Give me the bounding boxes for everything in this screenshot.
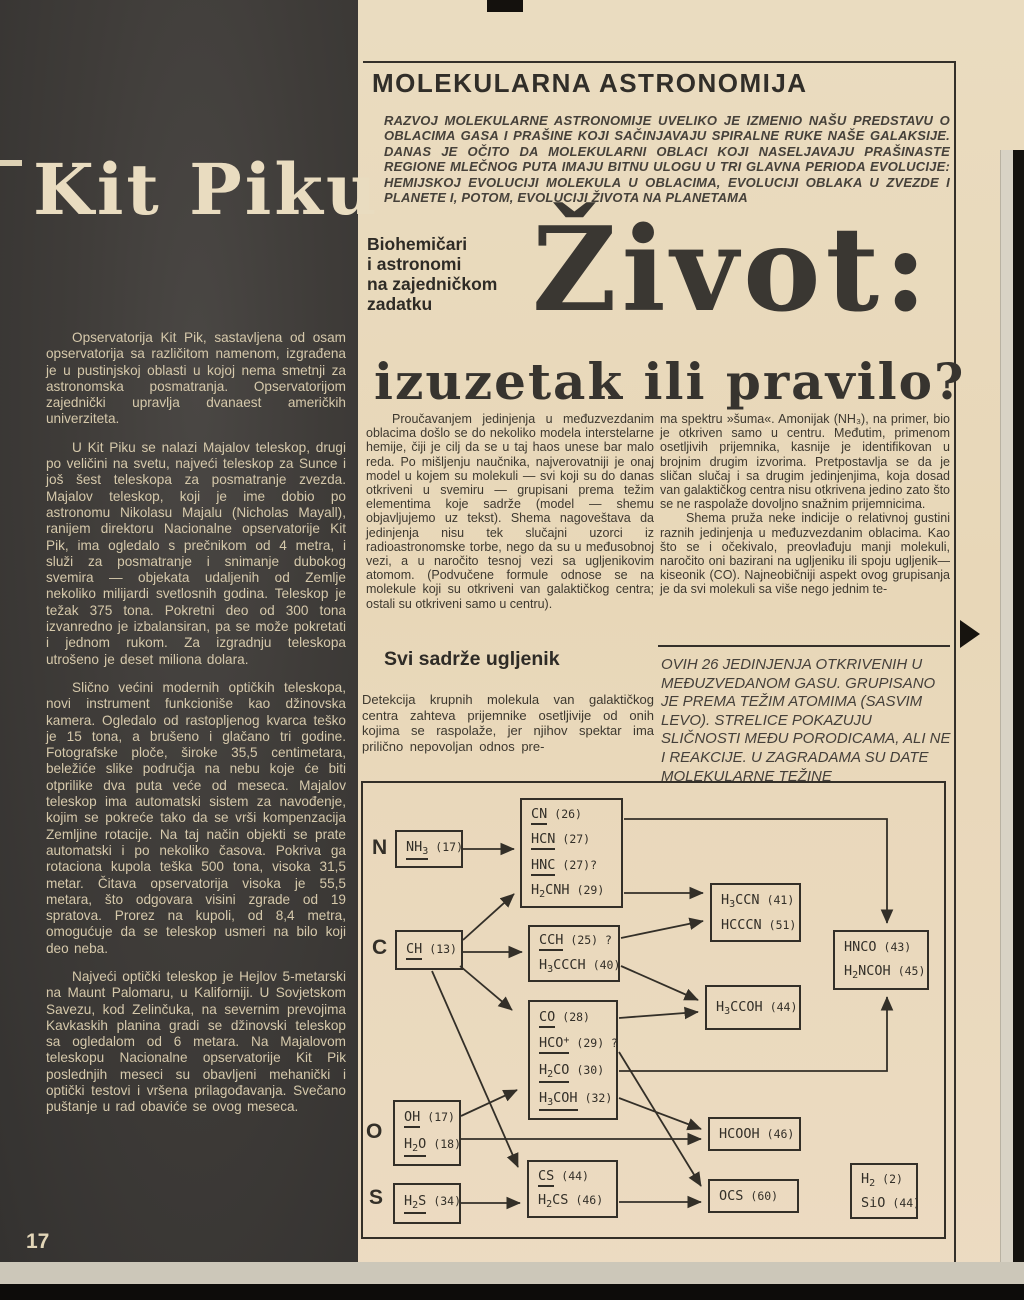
diagram-caption: OVIH 26 JEDINJENJA OTKRIVENIH U MEĐUZVEDANOM GASU. GRUPISANO JE PREMA TEŽIM ATOMIMA (SASVIM LEVO). STRELICE POKAZUJU SLIČNOSTI MEĐU PORODICAMA, ALI NE I REAKCIJE. U ZAGRADAMA SU DATE MOLEKULARNE TEŽINE xyxy=(661,656,951,785)
molecule-entry: HCOOH (46) xyxy=(719,1126,795,1142)
element-row-label-S: S xyxy=(369,1186,384,1209)
arrow-co-to-ocs xyxy=(619,1052,701,1186)
molecule-box-ocs xyxy=(708,1179,799,1213)
molecule-box-h3ccoh xyxy=(705,985,801,1030)
kicker-line: zadatku xyxy=(367,294,433,314)
article-main-title: Život: xyxy=(532,202,932,338)
molecule-entry: $H_2CNH$ (29) xyxy=(531,881,605,900)
molecule-entry: HNC (27)? xyxy=(531,857,621,876)
molecule-box-cn-group xyxy=(520,798,623,908)
body-paragraph: Shema pruža neke indicije o relativnoj gustini raznih jedinjenja u međuzvezdanim oblacima. Kao što se i očekivalo, preovlađuju manji molekuli, naročito oni bazirani na ugljeniku ili spoju ugljenik—kiseonik (CO). Najneobičniji aspekt ovog grupisanja je da svi molekuli sa više nego jednim te- xyxy=(660,511,950,597)
molecule-box-h2-sio xyxy=(850,1163,921,1219)
arrow-co-to-h3ccoh xyxy=(619,1012,698,1018)
molecule-entry: $H_3CCOH$ (44) xyxy=(716,998,798,1017)
left-paragraph: U Kit Piku se nalazi Majalov teleskop, drugi po veličini na svetu, najveći teleskop za Sunce i još šest teleskopa za posmatranje zvezda. Majalov teleskop, koji je ime dobio po astronomu Nikolasu Majalu (Nicholas Mayall), ranijem direktoru Nacionalne opservatorije Kit Pik, ima ogledalo s prečnikom od 4 metra, i služi za posmatranje i snimanje dubokog svemira — objekata udaljenih od Zemlje nekoliko milijardi svetlosnih godina. Teleskop je težak 375 tona. Pokretni deo od 300 tona izvanredno je izbalansiran, pa se može pokretati i jednom rukom. Za izgradnju teleskopa utrošeno je deset miliona dolara. xyxy=(46,439,346,667)
molecule-entry: CCH (25) ? xyxy=(539,932,618,951)
kicker-line: Biohemičari xyxy=(367,234,468,254)
left-paragraph: Najveći optički teleskop je Hejlov 5-metarski na Maunt Palomaru, u Kaliforniji. U Sovjetskom Savezu, kod Zelinčuka, na severnim prevojima Kavkaskih planina gradi se džinovski teleskop sa ogledalom od 6 metara. Na Majalovom teleskopu Nacionalne opservatorije Kit Pik poslednjih meseci su obavljeni mehanički i optički testovi i vršena prilagođavanja. Svečano puštanje u rad obaviće se ovog meseca. xyxy=(46,968,346,1115)
molecule-entry: OH (17) xyxy=(404,1109,459,1128)
molecule-entry: HCO+ (29) ? xyxy=(539,1035,616,1054)
bottom-scan-border xyxy=(0,1284,1024,1300)
molecule-box-oh-h2o xyxy=(393,1100,461,1166)
molecule-box-ch xyxy=(395,930,463,970)
body-paragraph: ma spektru »šuma«. Amonijak (NH₃), na primer, bio je otkriven samo u centru. Međutim, primenom osetljivih prijemnika, kasnije je identifikovan u brojnim drugim izvorima. Pretpostavlja se da je sličan slučaj i sa drugim jedinjenjima, koja dosad van galaktičkog centra nisu otkrivena jedino zato što se ne raspolaže dovoljno snažnim prijemnicima. xyxy=(660,412,950,512)
left-paragraph: Opservatorija Kit Pik, sastavljena od osam opservatorija sa različitom namenom, izgrađena je u pustinjskoj oblasti u kojoj nema smetnji za astronomska posmatranja. Opservatorijom zajednički upravlja dvanaest američkih univerziteta. xyxy=(46,330,346,427)
molecule-box-nh3 xyxy=(395,830,463,868)
arrow-ch-to-cn xyxy=(463,894,514,940)
page-edge-shadow xyxy=(1013,150,1024,1300)
molecule-entry: HCCCN (51) xyxy=(721,917,797,933)
molecule-box-cs-group xyxy=(527,1160,618,1218)
arrow-ch-to-co xyxy=(460,966,512,1010)
molecule-entry: $H_2CS$ (46) xyxy=(538,1192,604,1211)
molecule-entry: $NH_3$ (17) xyxy=(406,839,461,860)
molecule-box-cch-group xyxy=(528,925,620,982)
molecule-entry: OCS (60) xyxy=(719,1188,779,1204)
left-paragraph: Slično većini modernih optičkih teleskopa, novi instrument funkcioniše kao džinovska kamera. Ogledalo od rastopljenog kvarca teško je 15 tona, a brušeno i glačano tri godine. Fotografske ploče, široke 35,5 centimetara, beležiće slike područja na nebu koje će biti otprilike dva puta veće od meseca. Majalov teleskop ima automatski sistem za navođenje, kojim se pokreće tako da se vrši kompenzacija Zemljine rotacije. Na taj način objekti se prate automatski i po nekoliko časova. Pokriva ga rotaciona kupola teška 500 tona, visoka 31,5 metar. Čitava opservatorija visoka je 55,5 metara, što odgovara visini zgrade od 19 spratova. Prorez na kupoli, od 8,4 metra, omogućuje da se teleskop usmeri na bilo koji deo neba. xyxy=(46,679,346,956)
arrow-oh-to-co xyxy=(461,1090,517,1116)
element-row-label-O: O xyxy=(366,1120,383,1143)
subsection-paragraph: Detekcija krupnih molekula van galaktičkog centra zahteva prijemnike osetljivije od onih kojima se raspolaže, jer njihov spektar ima prilično nepovoljan odnos pre- xyxy=(362,692,654,754)
arrow-co-to-hcooh xyxy=(619,1098,701,1129)
page-edge-highlight xyxy=(1000,150,1014,1300)
molecule-entry: $H_3COH$ (32) xyxy=(539,1090,616,1111)
molecule-entry: CO (28) xyxy=(539,1009,616,1028)
molecule-entry: $H_2$ (2) xyxy=(861,1171,903,1189)
molecule-box-h2s xyxy=(393,1183,461,1224)
molecule-box-h3ccn xyxy=(710,883,801,942)
molecule-entry: $H_3CCCH$ (40) xyxy=(539,956,621,975)
section-title: MOLEKULARNA ASTRONOMIJA xyxy=(372,68,808,98)
molecule-entry: $H_2S$ (34) xyxy=(404,1193,459,1214)
page-number: 17 xyxy=(26,1230,50,1253)
subsection-heading: Svi sadrže ugljenik xyxy=(384,648,560,670)
scan-edge-tab xyxy=(487,0,523,12)
molecule-entry: CN (26) xyxy=(531,806,621,825)
molecule-entry: CS (44) xyxy=(538,1168,616,1187)
bottom-edge-strip xyxy=(0,1262,1024,1284)
molecule-entry: HNCO (43) xyxy=(844,939,912,956)
intro-abstract: RAZVOJ MOLEKULARNE ASTRONOMIJE UVELIKO JE IZMENIO NAŠU PREDSTAVU O OBLACIMA GASA I PRAŠINE KOJI SAČINJAVAJU SPIRALNE RUKE NAŠE GALAKSIJE. DANAS JE OČITO DA MOLEKULARNI OBLACI KOJI NASELJAVAJU PRAŠINASTE REGIONE MLEČNOG PUTA IMAJU BITNU ULOGU U TRI GLAVNA PERIODA EVOLUCIJE: HEMIJSKOJ EVOLUCIJI MOLEKULA U OBLACIMA, EVOLUCIJI OBLAKA U ZVEZDE I PLANETE I, POTOM, EVOLUCIJI ŽIVOTA NA PLANETAMA xyxy=(384,113,950,206)
body-paragraph: Proučavanjem jedinjenja u međuzvezdanim oblacima došlo se do nekoliko modela interstelarne hemije, čiji je cilj da se u taj haos unese bar malo reda. Po mišljenju naučnika, najverovatniji je onaj model u kojem su molekuli — svi koji su do danas otkriveni u svemiru — grupisani prema težim elementima koje sadrže (model — shemu objavljujemo uz tekst). Shema nagoveštava da jedinjenja nisu tek slučajni uzorci iz radioastronomske torbe, nego da su u međusobnoj vezi, a u naročito tesnoj vezi sa ugljenikovim atomom. (Podvučene formule odnose se na molekule koji su otkriveni van galaktičkog centra; ostali su otkriveni samo u centru). xyxy=(366,412,654,611)
molecule-entry: HCN (27) xyxy=(531,831,621,850)
arrow-cch-to-hcccn xyxy=(621,921,703,938)
element-row-label-C: C xyxy=(372,936,388,959)
molecule-entry: CH (13) xyxy=(406,941,461,960)
arrow-cch-to-h3ccoh xyxy=(621,966,698,1000)
molecule-entry: $H_3CCN$ (41) xyxy=(721,892,795,910)
molecule-box-hnco xyxy=(833,930,929,990)
element-row-label-N: N xyxy=(372,836,388,859)
left-article-title: Kit Piku xyxy=(33,148,380,231)
molecule-box-hcooh xyxy=(708,1117,801,1151)
molecule-entry: SiO (44) xyxy=(861,1195,921,1211)
kicker-line: na zajedničkom xyxy=(367,274,498,294)
article-subtitle: izuzetak ili pravilo? xyxy=(374,352,966,411)
molecule-box-co-group xyxy=(528,1000,618,1120)
molecule-entry: $H_2CO$ (30) xyxy=(539,1062,616,1083)
molecule-entry: $H_2NCOH$ (45) xyxy=(844,962,926,981)
kicker-line: i astronomi xyxy=(367,254,462,274)
molecule-entry: $H_2O$ (18) xyxy=(404,1136,459,1157)
